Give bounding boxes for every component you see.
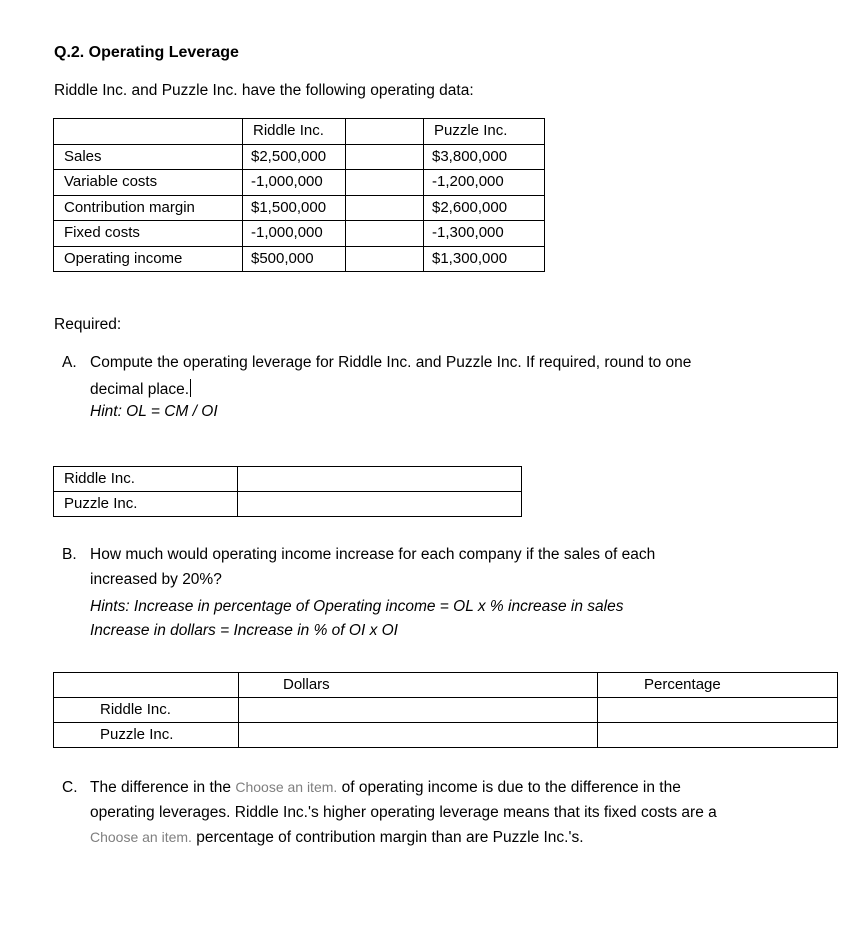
riddle-value: $500,000 <box>243 246 346 272</box>
table-row <box>54 467 522 492</box>
choose-item-dropdown-2[interactable]: Choose an item. <box>90 829 192 845</box>
part-a-marker: A. <box>62 354 77 371</box>
riddle-percentage-input[interactable] <box>598 698 838 723</box>
part-a-answer-table <box>53 466 522 517</box>
table-row <box>54 492 522 517</box>
part-a-text-line2-wrap <box>90 379 191 399</box>
header-percentage: Percentage <box>598 673 838 698</box>
riddle-dollars-input[interactable] <box>239 698 598 723</box>
row-label: Variable costs <box>54 170 243 196</box>
part-b-hint-2: Increase in dollars = Increase in % of OI x OI <box>90 622 398 639</box>
part-b-text-line1: How much would operating income increase for each company if the sales of each <box>90 546 656 563</box>
part-c-marker: C. <box>62 779 78 796</box>
table-header-row <box>54 673 838 698</box>
header-dollars: Dollars <box>239 673 598 698</box>
required-label: Required: <box>54 316 122 333</box>
row-label: Riddle Inc. <box>54 698 239 723</box>
part-c-line1-pre: The difference in the <box>90 779 236 796</box>
riddle-value: -1,000,000 <box>243 221 346 247</box>
part-c-line3-post: percentage of contribution margin than are Puzzle Inc.'s. <box>191 829 584 846</box>
table-row <box>54 195 545 221</box>
table-header-row <box>54 119 545 145</box>
row-label: Operating income <box>54 246 243 272</box>
spacer-cell <box>346 246 424 272</box>
part-b-hint-1: Hints: Increase in percentage of Operating income = OL x % increase in sales <box>90 598 624 615</box>
part-a-hint: Hint: OL = CM / OI <box>90 403 218 420</box>
riddle-value: $2,500,000 <box>243 144 346 170</box>
part-c-line2: operating leverages. Riddle Inc.'s higher operating leverage means that its fixed costs are a <box>90 804 717 821</box>
spacer-cell <box>346 221 424 247</box>
question-title: Q.2. Operating Leverage <box>54 44 239 61</box>
table-row <box>54 170 545 196</box>
text-cursor <box>190 379 191 397</box>
row-label: Sales <box>54 144 243 170</box>
puzzle-percentage-input[interactable] <box>598 723 838 748</box>
part-b-marker: B. <box>62 546 77 563</box>
table-row <box>54 723 838 748</box>
table-row <box>54 698 838 723</box>
header-puzzle: Puzzle Inc. <box>424 119 545 145</box>
puzzle-value: $2,600,000 <box>424 195 545 221</box>
puzzle-ol-input[interactable] <box>238 492 522 517</box>
part-b-answer-table <box>53 672 838 748</box>
row-label: Fixed costs <box>54 221 243 247</box>
riddle-value: $1,500,000 <box>243 195 346 221</box>
spacer-cell <box>346 144 424 170</box>
riddle-value: -1,000,000 <box>243 170 346 196</box>
row-label: Contribution margin <box>54 195 243 221</box>
puzzle-dollars-input[interactable] <box>239 723 598 748</box>
puzzle-value: -1,200,000 <box>424 170 545 196</box>
part-b-text-line2: increased by 20%? <box>90 571 222 588</box>
table-row <box>54 246 545 272</box>
header-riddle: Riddle Inc. <box>243 119 346 145</box>
question-intro: Riddle Inc. and Puzzle Inc. have the following operating data: <box>54 82 474 99</box>
riddle-ol-input[interactable] <box>238 467 522 492</box>
part-c-line3 <box>90 829 584 847</box>
row-label: Puzzle Inc. <box>54 492 238 517</box>
row-label: Puzzle Inc. <box>54 723 239 748</box>
part-a-text-line2: decimal place. <box>90 381 190 398</box>
spacer-cell <box>346 170 424 196</box>
table-row <box>54 221 545 247</box>
part-a-text-line1: Compute the operating leverage for Riddle Inc. and Puzzle Inc. If required, round to one <box>90 354 692 371</box>
puzzle-value: -1,300,000 <box>424 221 545 247</box>
part-c-line1-post: of operating income is due to the difference in the <box>337 779 681 796</box>
row-label: Riddle Inc. <box>54 467 238 492</box>
header-spacer <box>346 119 424 145</box>
part-c-line1 <box>90 779 681 797</box>
puzzle-value: $3,800,000 <box>424 144 545 170</box>
operating-data-table <box>53 118 545 272</box>
choose-item-dropdown-1[interactable]: Choose an item. <box>235 779 338 795</box>
spacer-cell <box>346 195 424 221</box>
puzzle-value: $1,300,000 <box>424 246 545 272</box>
header-blank-cell <box>54 119 243 145</box>
header-blank-cell <box>54 673 239 698</box>
table-row <box>54 144 545 170</box>
